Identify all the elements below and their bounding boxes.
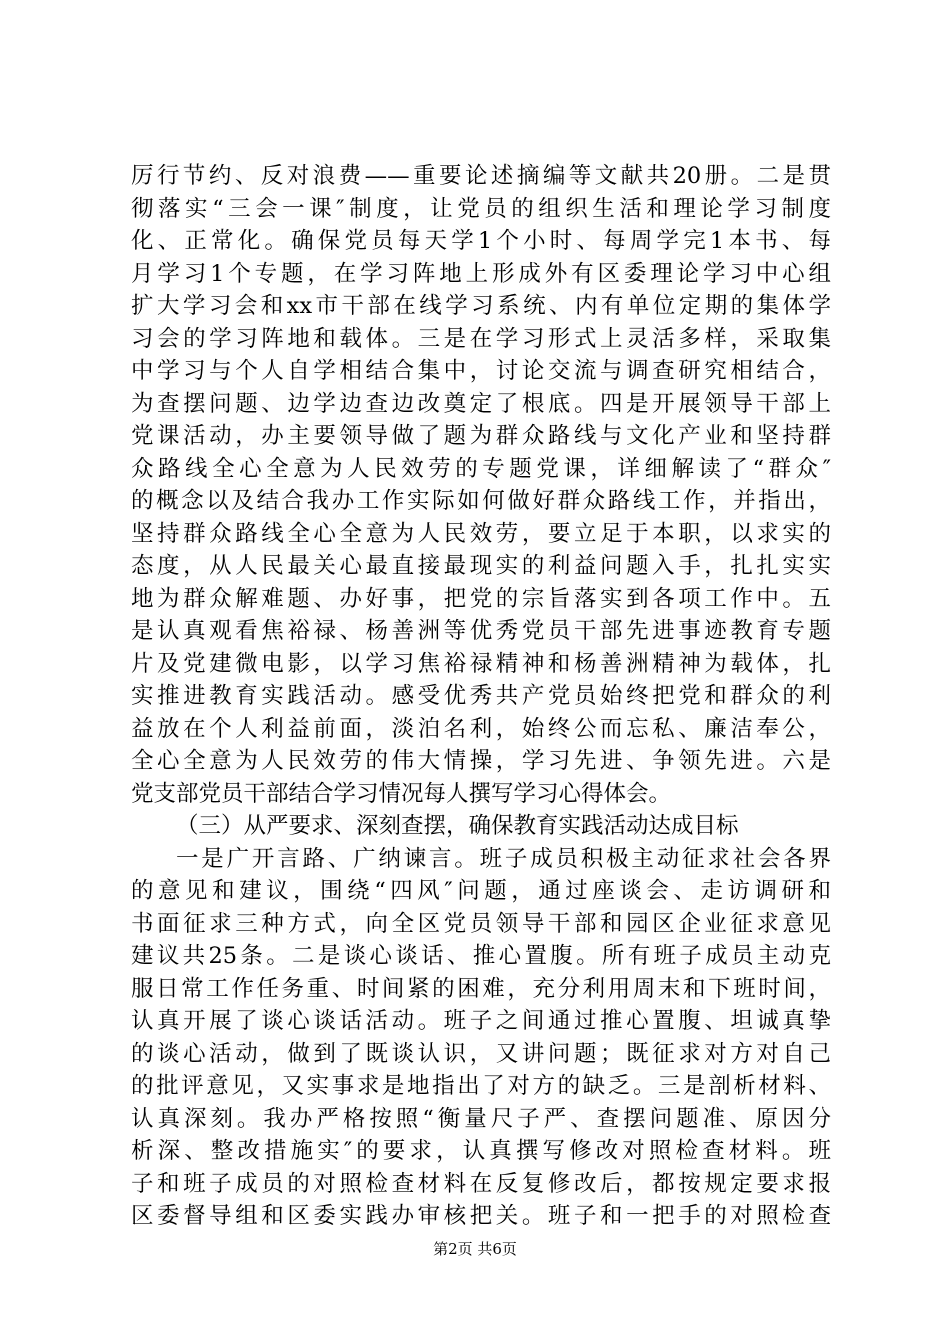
text-line: 彻落实“三会一课″制度，让党员的组织生活和理论学习制度 xyxy=(131,195,831,222)
text-line: 态度，从人民最关心最直接最现实的利益问题入手，扎扎实实 xyxy=(131,553,831,579)
text-line: 子和班子成员的对照检查材料在反复修改后，都按规定要求报 xyxy=(131,1170,831,1197)
text-line: 坚持群众路线全心全意为人民效劳，要立足于本职，以求实的 xyxy=(131,520,831,547)
page-number: 第2页 共6页 xyxy=(433,1240,517,1258)
text-line: 一是广开言路、广纳谏言。班子成员积极主动征求社会各界 xyxy=(176,845,831,872)
text-line: 中学习与个人自学相结合集中，讨论交流与调查研究相结合， xyxy=(131,358,831,384)
text-line: 片及党建微电影，以学习焦裕禄精神和杨善洲精神为载体，扎 xyxy=(131,650,831,677)
text-line: 实推进教育实践活动。感受优秀共产党员始终把党和群众的利 xyxy=(131,683,831,709)
text-line: 厉行节约、反对浪费——重要论述摘编等文献共20册。二是贯 xyxy=(131,163,831,189)
text-line: 习会的学习阵地和载体。三是在学习形式上灵活多样，采取集 xyxy=(131,325,831,352)
text-line: 党课活动，办主要领导做了题为群众路线与文化产业和坚持群 xyxy=(131,423,831,449)
text-line: 为查摆问题、边学边查边改奠定了根底。四是开展领导干部上 xyxy=(131,390,831,417)
text-line: 区委督导组和区委实践办审核把关。班子和一把手的对照检查 xyxy=(131,1203,831,1229)
text-line: 党支部党员干部结合学习情况每人撰写学习心得体会。 xyxy=(131,780,672,807)
text-line: 认真开展了谈心谈话活动。班子之间通过推心置腹、坦诚真挚 xyxy=(131,1008,831,1034)
text-line: 益放在个人利益前面，淡泊名利，始终公而忘私、廉洁奉公， xyxy=(131,715,831,742)
text-line: 服日常工作任务重、时间紧的困难，充分利用周末和下班时间， xyxy=(131,975,831,1002)
text-line: 析深、整改措施实″的要求，认真撰写修改对照检查材料。班 xyxy=(131,1138,831,1164)
section-heading: （三）从严要求、深刻查摆，确保教育实践活动达成目标 xyxy=(176,813,739,839)
text-line: 月学习1个专题，在学习阵地上形成外有区委理论学习中心组 xyxy=(131,260,831,287)
text-line: 的意见和建议，围绕“四风″问题，通过座谈会、走访调研和 xyxy=(131,878,831,904)
text-line: 的概念以及结合我办工作实际如何做好群众路线工作，并指出， xyxy=(131,488,831,514)
text-line: 众路线全心全意为人民效劳的专题党课，详细解读了“群众″ xyxy=(131,455,831,482)
text-line: 的批评意见，又实事求是地指出了对方的缺乏。三是剖析材料、 xyxy=(131,1073,831,1099)
text-line: 地为群众解难题、办好事，把党的宗旨落实到各项工作中。五 xyxy=(131,585,831,612)
text-line: 建议共25条。二是谈心谈话、推心置腹。所有班子成员主动克 xyxy=(131,943,831,969)
text-line: 书面征求三种方式，向全区党员领导干部和园区企业征求意见 xyxy=(131,910,831,937)
text-line: 认真深刻。我办严格按照“衡量尺子严、查摆问题准、原因分 xyxy=(131,1105,831,1132)
text-line: 扩大学习会和xx市干部在线学习系统、内有单位定期的集体学 xyxy=(131,293,831,319)
text-line: 是认真观看焦裕禄、杨善洲等优秀党员干部先进事迹教育专题 xyxy=(131,618,831,644)
body-text xyxy=(131,160,831,1233)
text-line: 化、正常化。确保党员每天学1个小时、每周学完1本书、每 xyxy=(131,228,831,254)
text-line: 全心全意为人民效劳的伟大情操，学习先进、争领先进。六是 xyxy=(131,748,831,774)
text-line: 的谈心活动，做到了既谈认识，又讲问题；既征求对方对自己 xyxy=(131,1040,831,1067)
